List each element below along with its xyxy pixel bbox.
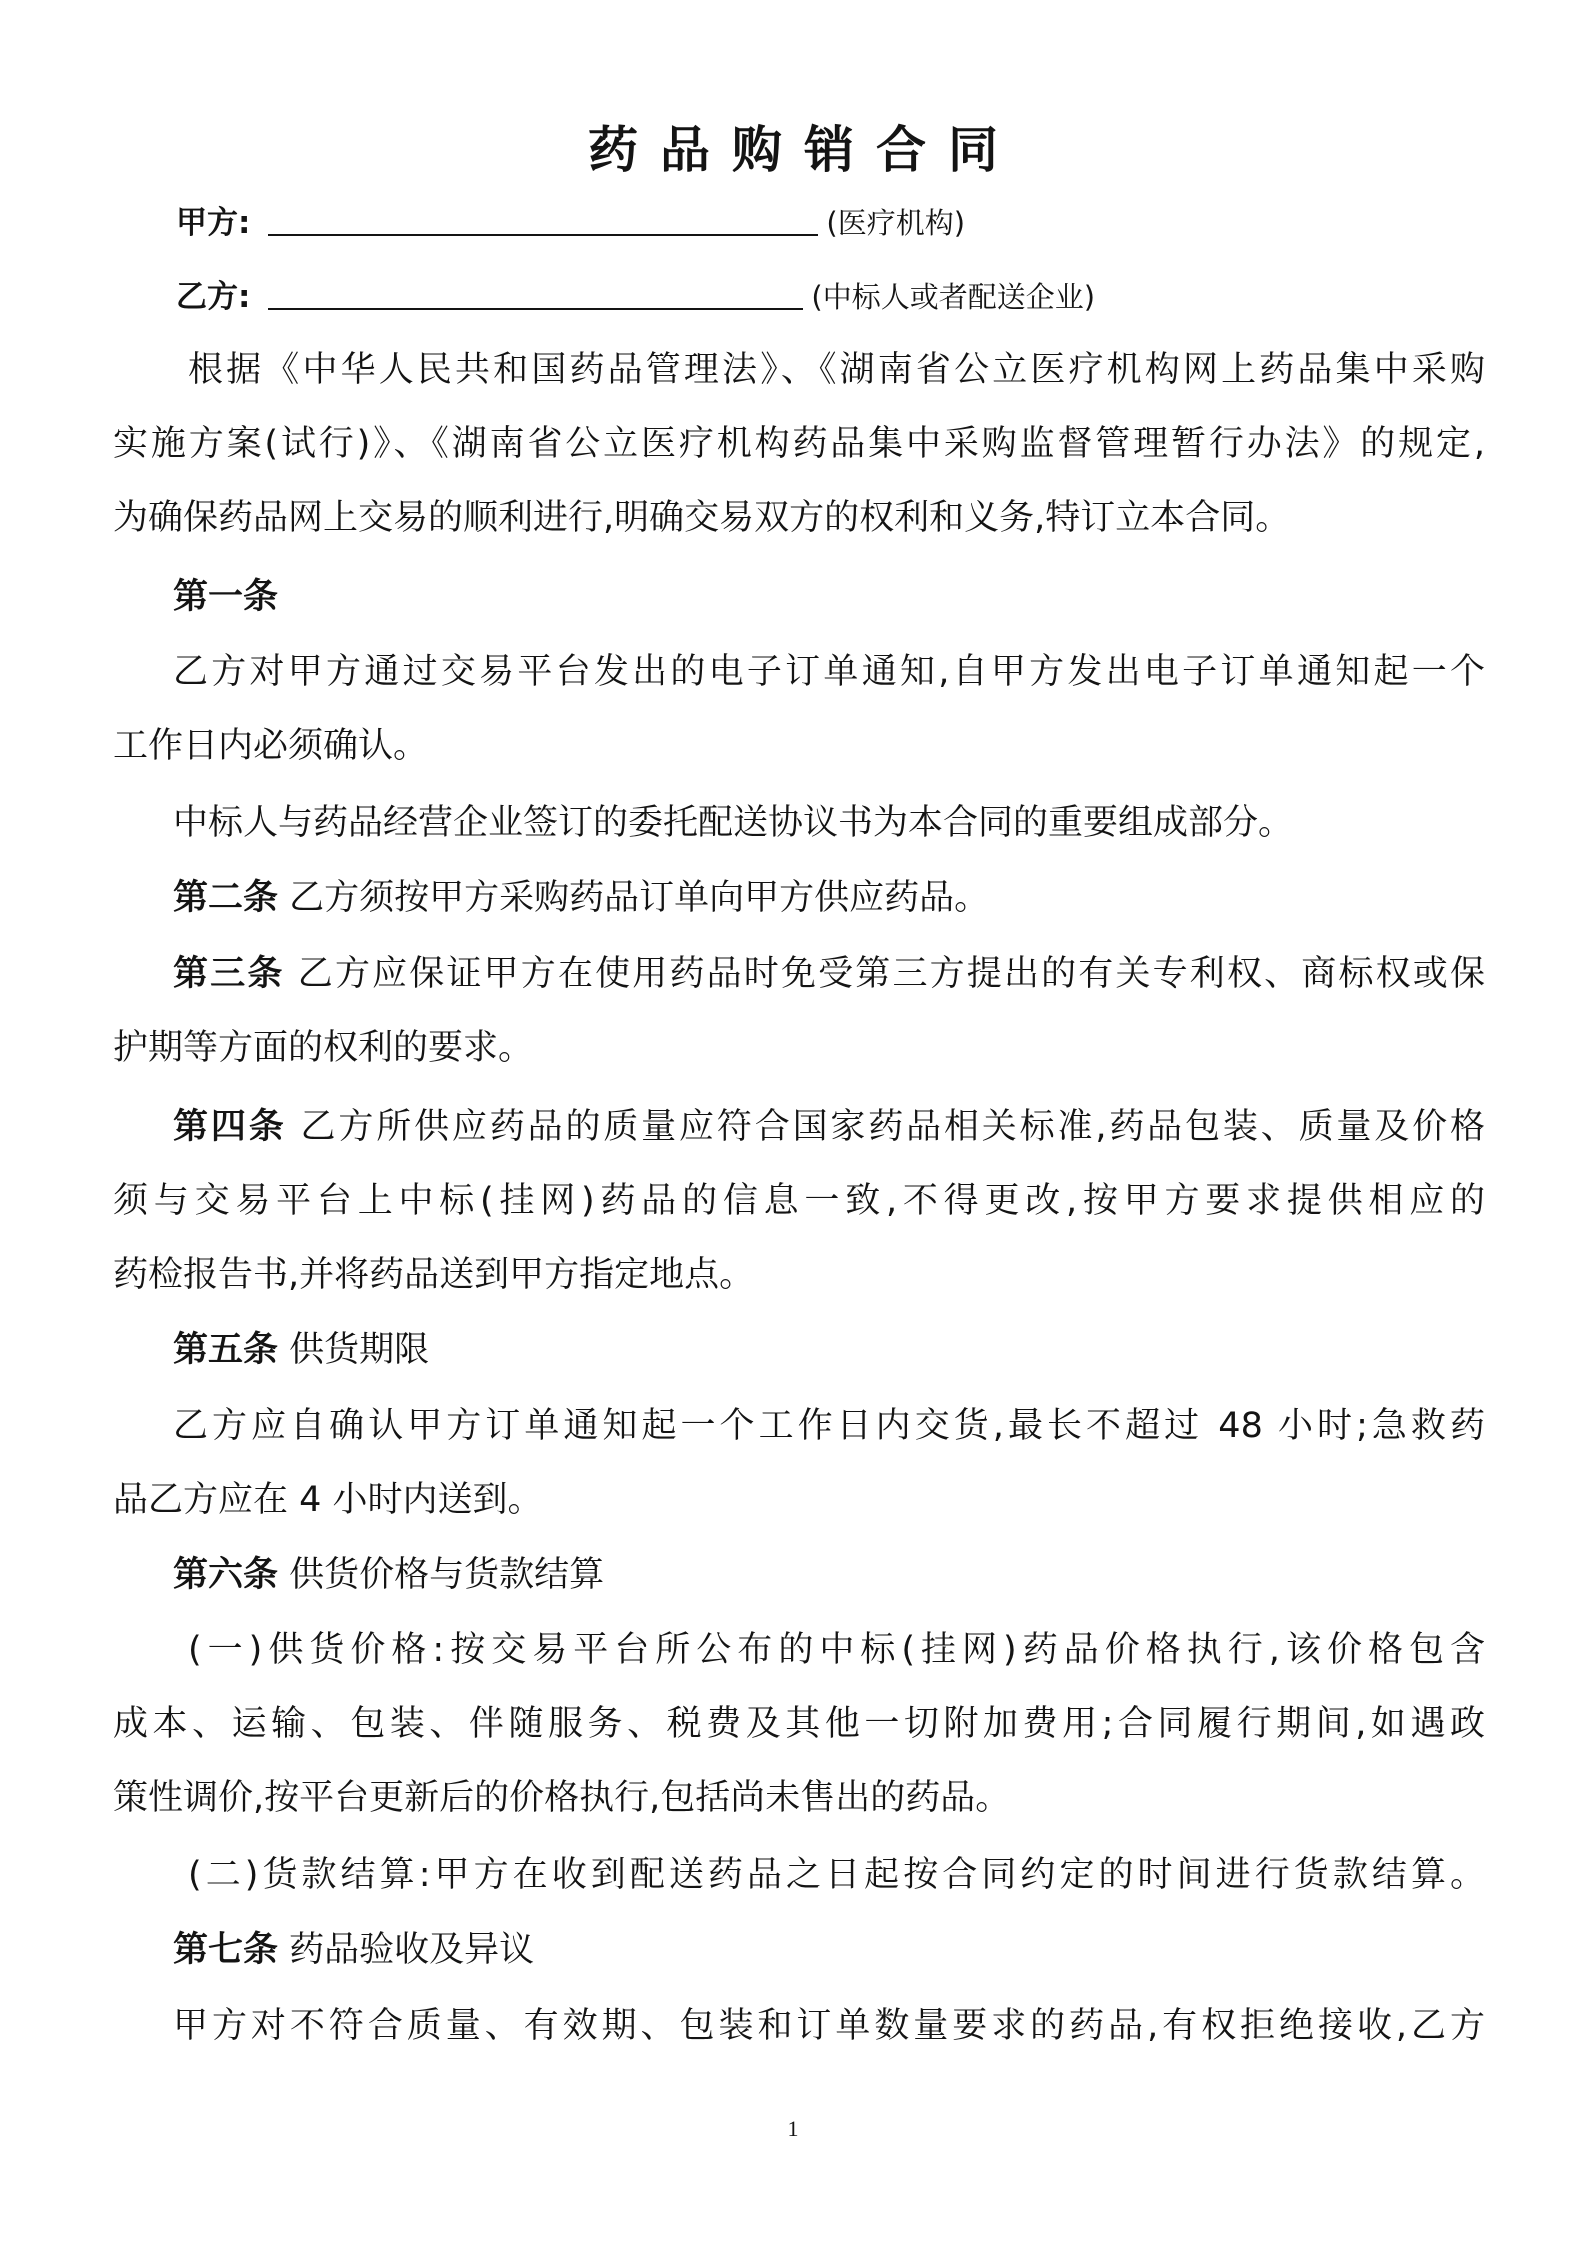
party-b-line (176, 274, 1095, 320)
article3-text: 乙方应保证甲方在使用药品时免受第三方提出的有关专利权、商标权或保 (297, 954, 1485, 994)
article5 (173, 1324, 1485, 1376)
article5-text: 品乙方应在 4 小时内送到。 (113, 1480, 543, 1520)
article6-item1: 成本、运输、包装、伴随服务、税费及其他一切附加费用;合同履行期间,如遇政 (113, 1704, 1485, 1744)
article1-text: 中标人与药品经营企业签订的委托配送协议书为本合同的重要组成部分。 (173, 803, 1294, 843)
article6 (173, 1549, 1485, 1601)
article1-text: 乙方对甲方通过交易平台发出的电子订单通知,自甲方发出电子订单通知起一个 (173, 652, 1485, 692)
article5-heading: 第五条 (173, 1330, 279, 1370)
article7-text: 甲方对不符合质量、有效期、包装和订单数量要求的药品,有权拒绝接收,乙方 (173, 2006, 1485, 2046)
article6-item1: (一)供货价格:按交易平台所公布的中标(挂网)药品价格执行,该价格包含 (188, 1630, 1485, 1670)
preamble-line: 实施方案(试行)》、《湖南省公立医疗机构药品集中采购监督管理暂行办法》的规定, (113, 424, 1485, 464)
article6-item2: (二)货款结算:甲方在收到配送药品之日起按合同约定的时间进行货款结算。 (188, 1855, 1485, 1895)
page-number: 1 (787, 2116, 799, 2141)
preamble-line: 为确保药品网上交易的顺利进行,明确交易双方的权利和义务,特订立本合同。 (113, 498, 1291, 538)
document-title: 药品购销合同 (588, 121, 1020, 179)
article1-text: 工作日内必须确认。 (113, 726, 429, 766)
article7-heading: 第七条 (173, 1930, 279, 1970)
article3-heading: 第三条 (173, 954, 285, 994)
party-b-note: (中标人或者配送企业) (811, 280, 1096, 314)
article7 (173, 1924, 1485, 1976)
party-a-line (176, 200, 965, 246)
article3-text: 护期等方面的权利的要求。 (113, 1028, 534, 1068)
article4 (173, 1101, 1485, 1153)
party-a-blank[interactable] (268, 200, 818, 236)
party-b-blank[interactable] (268, 274, 803, 310)
article4-text: 须与交易平台上中标(挂网)药品的信息一致,不得更改,按甲方要求提供相应的 (113, 1181, 1485, 1221)
party-b-label: 乙方: (176, 279, 251, 315)
article5-title: 供货期限 (289, 1330, 430, 1370)
article2 (173, 872, 1485, 924)
article6-heading: 第六条 (173, 1555, 279, 1595)
preamble-line: 根据《中华人民共和国药品管理法》、《湖南省公立医疗机构网上药品集中采购 (188, 350, 1485, 390)
article2-heading: 第二条 (173, 878, 279, 918)
article6-title: 供货价格与货款结算 (289, 1555, 605, 1595)
article5-text: 乙方应自确认甲方订单通知起一个工作日内交货,最长不超过 48 小时;急救药 (173, 1406, 1485, 1446)
article2-text: 乙方须按甲方采购药品订单向甲方供应药品。 (289, 878, 990, 918)
article4-text: 药检报告书,并将药品送到甲方指定地点。 (113, 1255, 755, 1295)
article4-heading: 第四条 (173, 1107, 287, 1147)
article7-title: 药品验收及异议 (289, 1930, 535, 1970)
article6-item1: 策性调价,按平台更新后的价格执行,包括尚未售出的药品。 (113, 1778, 1011, 1818)
article3 (173, 948, 1485, 1000)
article4-text: 乙方所供应药品的质量应符合国家药品相关标准,药品包装、质量及价格 (300, 1107, 1485, 1147)
party-a-label: 甲方: (176, 205, 251, 241)
article1-heading: 第一条 (173, 577, 279, 617)
party-a-note: (医疗机构) (826, 206, 966, 240)
